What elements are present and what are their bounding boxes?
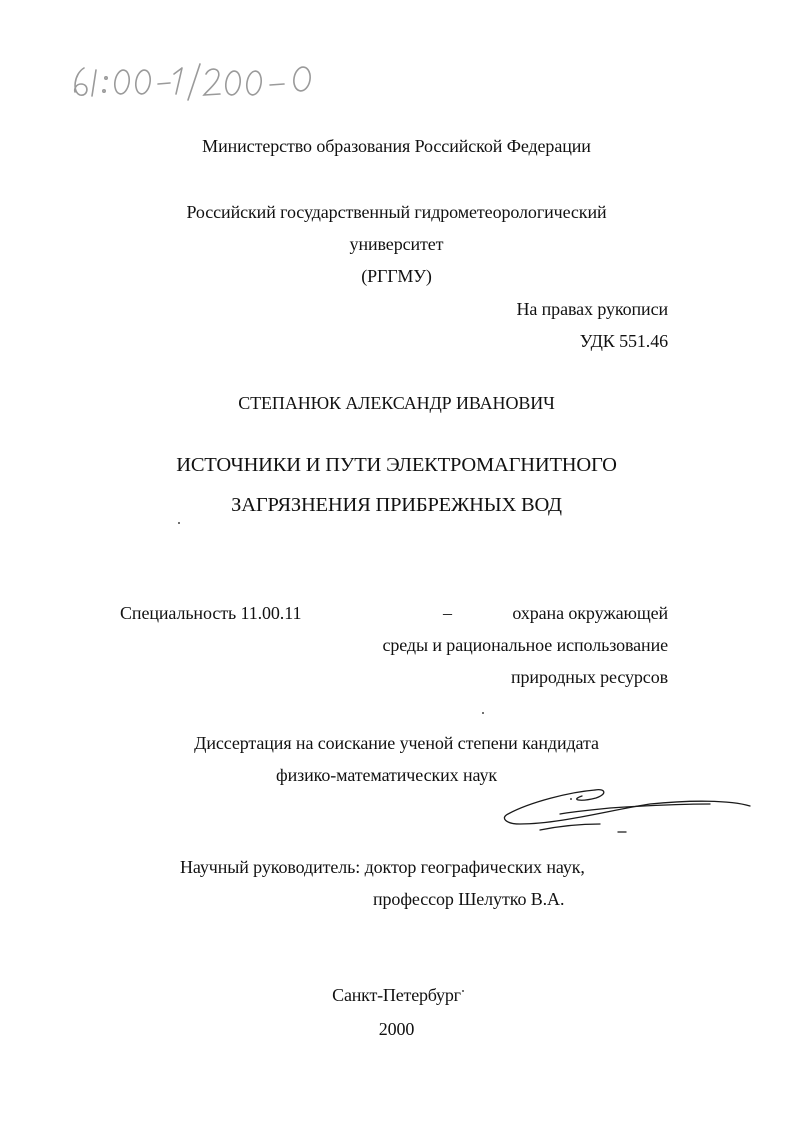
handwritten-catalog-number [70,62,370,102]
signature [500,780,760,850]
dissertation-line1: Диссертация на соискание ученой степени кандидата [194,733,599,753]
dissertation-line2: физико-математических наук [276,765,498,785]
specialty-dash: – [443,603,452,623]
scan-speck [570,798,572,800]
city: Санкт-Петербург [332,985,461,1005]
scan-speck [178,522,180,524]
university-name-line1: Российский государственный гидрометеорологический [186,202,607,222]
specialty-description-line2: среды и рациональное использование [382,635,668,655]
specialty-description-line3: природных ресурсов [510,667,668,687]
specialty-label: Специальность 11.00.11 [120,603,302,623]
thesis-title-line1: ИСТОЧНИКИ И ПУТИ ЭЛЕКТРОМАГНИТНОГО [176,454,617,476]
university-abbreviation: (РГГМУ) [361,266,432,286]
thesis-title-line2: ЗАГРЯЗНЕНИЯ ПРИБРЕЖНЫХ ВОД [231,494,562,516]
supervisor-line1: Научный руководитель: доктор географических наук, [180,857,585,877]
udk-code: УДК 551.46 [579,331,668,351]
university-name-line2: университет [349,234,444,254]
specialty-description-line1: охрана окружающей [512,603,668,623]
scan-speck [462,990,464,992]
author-name: СТЕПАНЮК АЛЕКСАНДР ИВАНОВИЧ [238,393,555,413]
year: 2000 [378,1019,415,1039]
supervisor-line2: профессор Шелутко В.А. [373,889,565,909]
ministry-line: Министерство образования Российской Федерации [202,136,591,156]
manuscript-rights: На правах рукописи [516,299,668,319]
scan-speck [482,712,484,714]
